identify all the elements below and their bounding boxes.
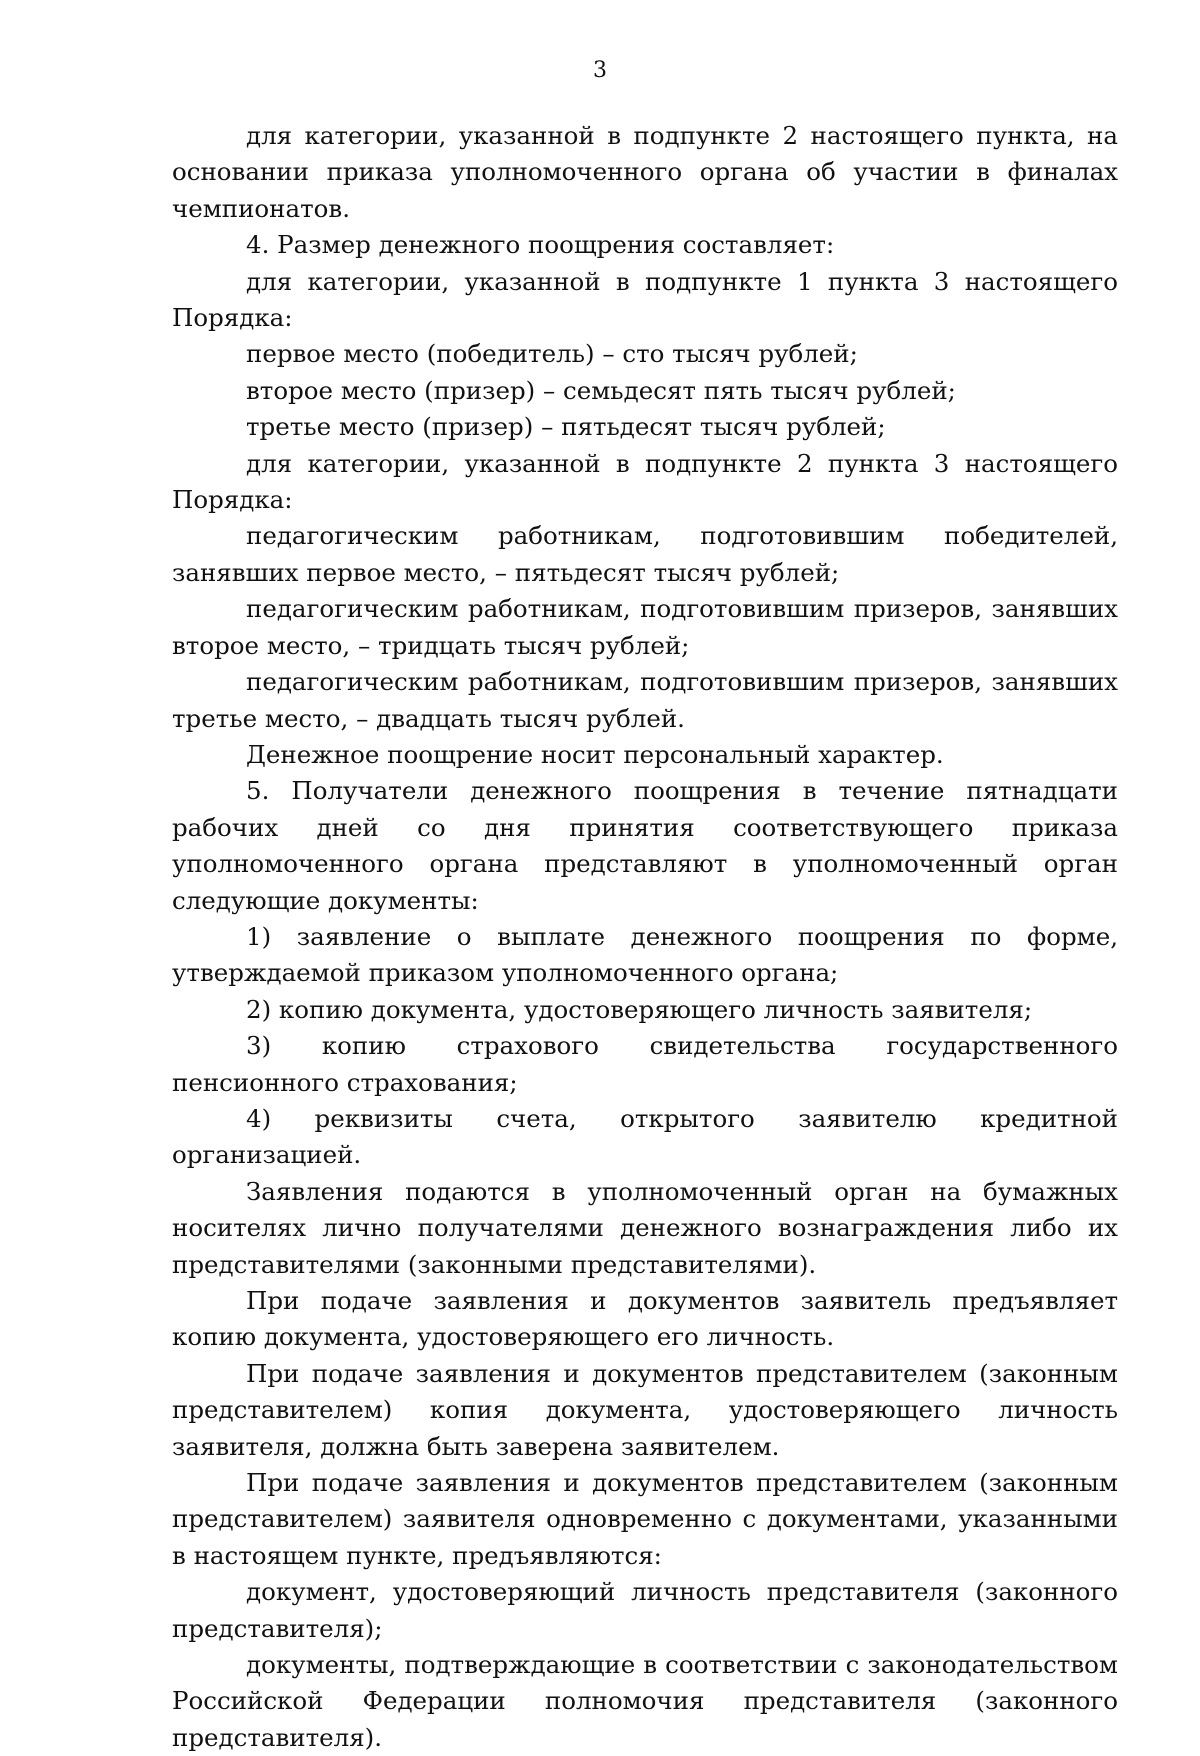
paragraph: 4. Размер денежного поощрения составляет: xyxy=(246,230,835,260)
paragraph: 1) заявление о выплате денежного поощрения по форме, утверждаемой приказом уполномоченного органа; xyxy=(172,921,1118,988)
paragraph: документы, подтверждающие в соответствии с законодательством Российской Федерации полномочия представителя (законного представителя). xyxy=(172,1650,1118,1752)
paragraph: 4) реквизиты счета, открытого заявителю кредитной организацией. xyxy=(172,1103,1118,1170)
paragraph: документ, удостоверяющий личность представителя (законного представителя); xyxy=(172,1577,1118,1643)
paragraph: второе место (призер) – семьдесят пять тысяч рублей; xyxy=(246,375,956,405)
paragraph: для категории, указанной в подпункте 1 пункта 3 настоящего Порядка: xyxy=(172,266,1118,333)
page-number: 3 xyxy=(593,58,607,83)
paragraph: педагогическим работникам, подготовившим призеров, занявших второе место, – тридцать тысяч рублей; xyxy=(172,594,1118,660)
paragraph: Денежное поощрение носит персональный характер. xyxy=(246,739,944,769)
paragraph: первое место (победитель) – сто тысяч рублей; xyxy=(246,339,858,369)
paragraph: педагогическим работникам, подготовившим победителей, занявших первое место, – пятьдесят тысяч рублей; xyxy=(172,521,1118,587)
paragraph: третье место (призер) – пятьдесят тысяч рублей; xyxy=(246,412,886,442)
paragraph: 2) копию документа, удостоверяющего личность заявителя; xyxy=(246,994,1033,1024)
paragraph: При подаче заявления и документов заявитель предъявляет копию документа, удостоверяющего его личность. xyxy=(172,1286,1118,1352)
paragraph: При подаче заявления и документов представителем (законным представителем) копия документа, удостоверяющего личность заявителя, должна быть заверена заявителем. xyxy=(172,1358,1118,1461)
paragraph: 5. Получатели денежного поощрения в течение пятнадцати рабочих дней со дня принятия соответствующего приказа уполномоченного органа представляют в уполномоченный орган следующие документы: xyxy=(172,776,1118,915)
paragraph: для категории, указанной в подпункте 2 пункта 3 настоящего Порядка: xyxy=(172,448,1118,515)
paragraph: педагогическим работникам, подготовившим призеров, занявших третье место, – двадцать тысяч рублей. xyxy=(172,667,1118,733)
document-body xyxy=(172,118,1118,1756)
paragraph: для категории, указанной в подпункте 2 настоящего пункта, на основании приказа уполномоченного органа об участии в финалах чемпионатов. xyxy=(172,121,1118,223)
paragraph: 3) копию страхового свидетельства государственного пенсионного страхования; xyxy=(172,1031,1118,1097)
paragraph: При подаче заявления и документов представителем (законным представителем) заявителя одновременно с документами, указанными в настоящем пункте, предъявляются: xyxy=(172,1468,1118,1570)
paragraph: Заявления подаются в уполномоченный орган на бумажных носителях лично получателями денежного вознаграждения либо их представителями (законными представителями). xyxy=(172,1176,1118,1279)
